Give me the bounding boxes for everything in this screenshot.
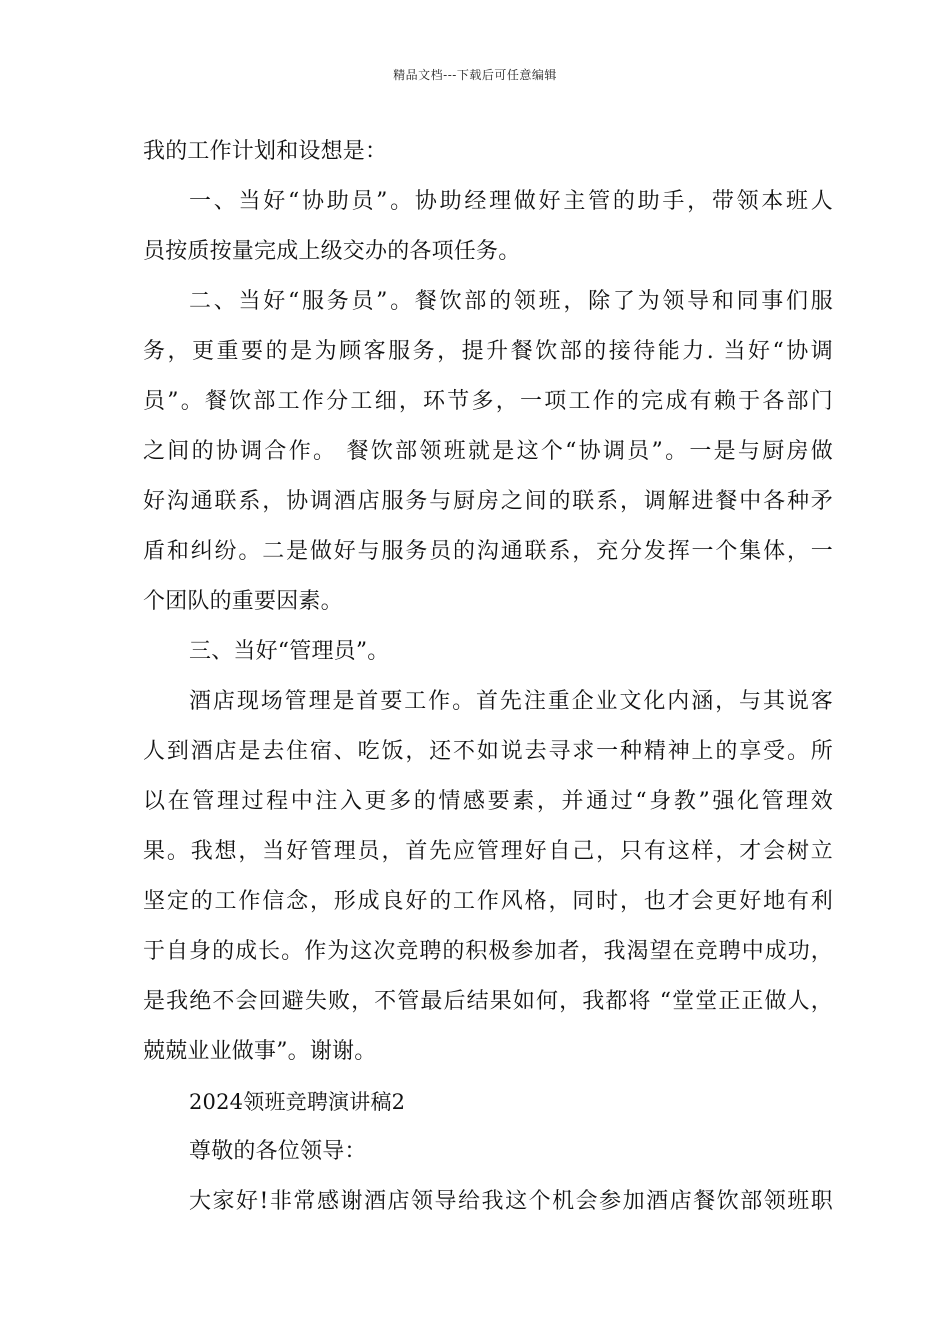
salutation: 尊敬的各位领导： [189, 1139, 367, 1164]
text-line: 好沟通联系，协调酒店服务与厨房之间的联系，调解进餐中各种矛 [143, 489, 833, 514]
page-header: 精品文档---下载后可任意编辑 [393, 68, 557, 82]
section-title: 2024领班竞聘演讲稿2 [189, 1090, 406, 1114]
text-line: 坚定的工作信念，形成良好的工作风格，同时，也才会更好地有利 [143, 889, 833, 914]
text-line: 是我绝不会回避失败，不管最后结果如何，我都将 “堂堂正正做人， [143, 989, 833, 1014]
text-line: 盾和纠纷。二是做好与服务员的沟通联系，充分发挥一个集体，一 [143, 539, 833, 564]
text-line: 员”。餐饮部工作分工细，环节多，一项工作的完成有赖于各部门 [143, 389, 833, 414]
text-line: 之间的协调合作。 餐饮部领班就是这个“协调员”。一是与厨房做 [143, 439, 833, 464]
text-line: 以在管理过程中注入更多的情感要素，并通过“身教”强化管理效 [143, 789, 833, 814]
text-line: 酒店现场管理是首要工作。首先注重企业文化内涵，与其说客 [189, 689, 833, 714]
text-line: 人到酒店是去住宿、吃饭，还不如说去寻求一种精神上的享受。所 [143, 739, 833, 764]
text-line: 于自身的成长。作为这次竞聘的积极参加者，我渴望在竞聘中成功， [143, 939, 833, 964]
text-line: 二、当好“服务员”。餐饮部的领班，除了为领导和同事们服 [189, 289, 833, 314]
text-line: 务，更重要的是为顾客服务，提升餐饮部的接待能力. 当好“协调 [143, 339, 833, 364]
text-line: 员按质按量完成上级交办的各项任务。 [143, 239, 521, 264]
text-line: 三、当好“管理员”。 [189, 639, 390, 664]
text-line: 个团队的重要因素。 [143, 589, 343, 614]
text-line: 我的工作计划和设想是： [143, 139, 388, 164]
text-line: 大家好!非常感谢酒店领导给我这个机会参加酒店餐饮部领班职 [189, 1189, 833, 1214]
text-line: 果。我想，当好管理员，首先应管理好自己，只有这样，才会树立 [143, 839, 833, 864]
text-line: 兢兢业业做事”。谢谢。 [143, 1039, 377, 1064]
text-line: 一、当好“协助员”。协助经理做好主管的助手，带领本班人 [189, 189, 833, 214]
